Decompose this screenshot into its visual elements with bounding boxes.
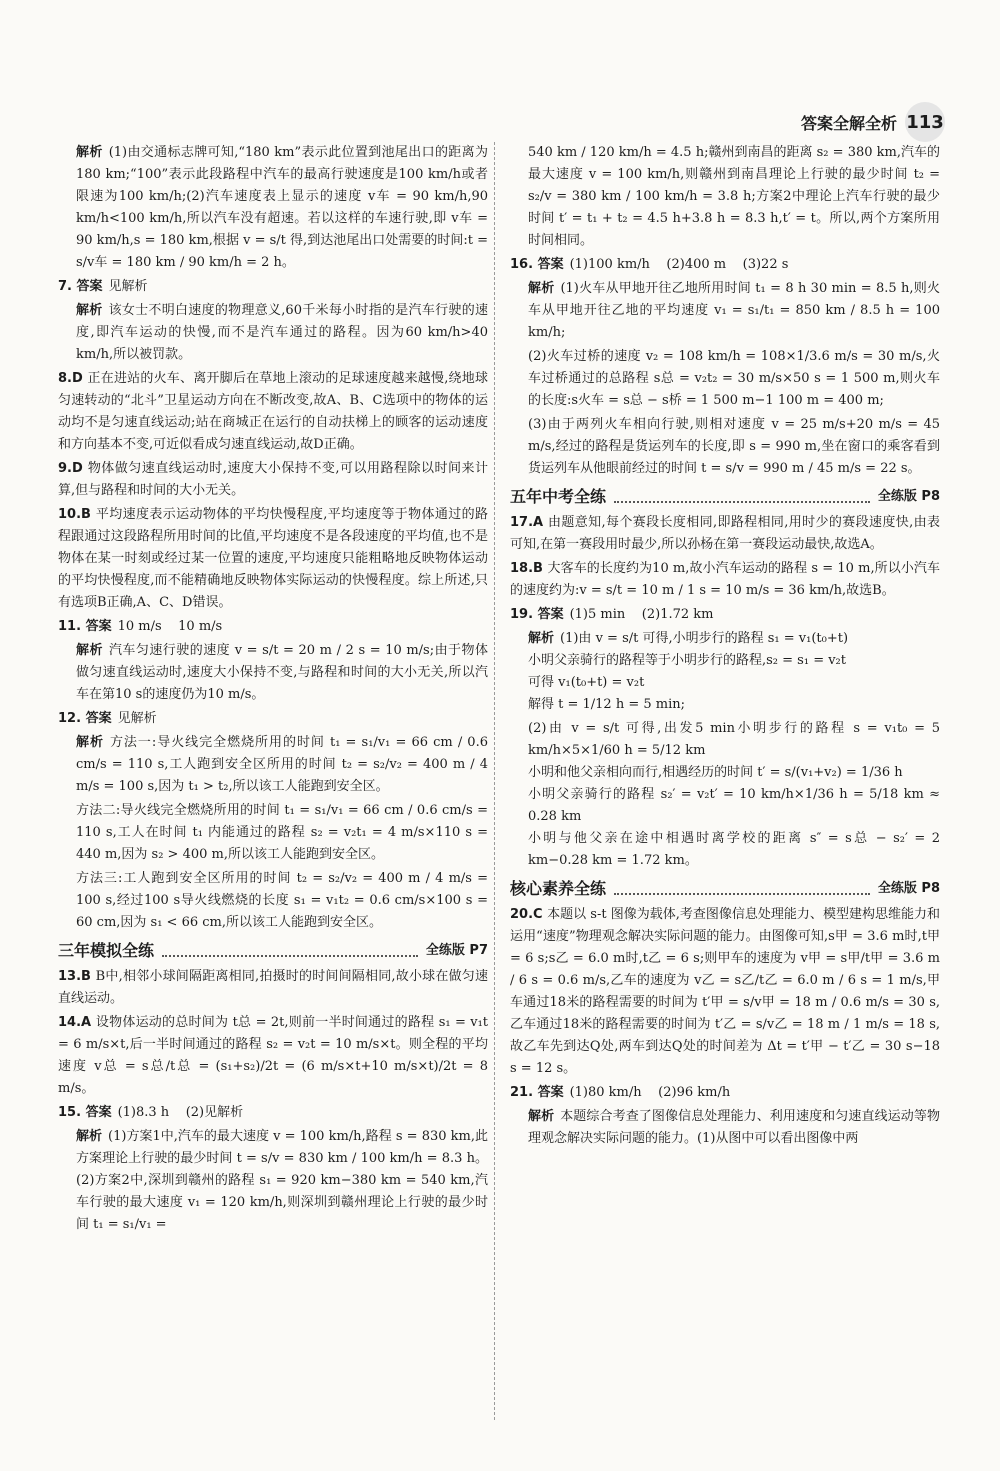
entry-label: 答案: [85, 711, 112, 726]
left-column: [58, 142, 493, 1238]
entry-text: (1)5 min (2)1.72 km: [569, 607, 714, 622]
entry-text: (1)100 km/h (2)400 m (3)22 s: [569, 257, 789, 272]
answer-entry: [510, 904, 945, 1080]
dotted-leader: [614, 491, 870, 503]
dotted-leader: [614, 883, 870, 895]
question-number: 9.D: [58, 461, 88, 476]
entry-label: 答案: [85, 619, 112, 634]
answer-entry: [58, 616, 488, 638]
entry-label: 解析: [76, 303, 103, 318]
entry-label: 解析: [528, 631, 555, 646]
question-number: 20.C: [510, 907, 548, 922]
entry-text: (1)由交通标志牌可知,“180 km”表示此位置到池尾出口的距离为180 km;“100”表示此段路程中汽车的最高行驶速度是100 km/h或者限速为100 km/h;(2)汽车速度表上显示的速度 v车 = 90 km/h,90 km/h<100 km/h,所以汽车没有超速。若以这样的车速行驶,即 v车 = 90 km/h,s = 180 km,根据 v = s/t 得,到达池尾出口处需要的时间:t = s/v车 = 180 km / 90 km/h = 2 h。: [76, 145, 493, 270]
question-number: 12.: [58, 711, 86, 726]
entry-label: 解析: [76, 145, 103, 160]
entry-text: 物体做匀速直线运动时,速度大小保持不变,可以用路程除以时间来计算,但与路程和时间的大小无关。: [58, 461, 489, 498]
answer-entry: [58, 1126, 488, 1236]
answer-entry: [58, 800, 493, 866]
entry-label: 解析: [76, 735, 104, 750]
entry-text: 该女士不明白速度的物理意义,60千米每小时指的是汽车行驶的速度,即汽车运动的快慢,而不是汽车通过的路程。因为60 km/h>40 km/h,所以被罚款。: [76, 303, 493, 362]
right-column: [510, 142, 945, 1152]
section-page-ref: 全练版 P8: [877, 881, 940, 896]
question-number: 18.B: [510, 561, 548, 576]
answer-entry: [510, 254, 940, 276]
answer-entry: [58, 300, 493, 366]
entry-label: 答案: [537, 607, 564, 622]
entry-text: 见解析: [117, 711, 157, 726]
entry-text: (1)方案1中,汽车的最大速度 v = 100 km/h,路程 s = 830 km,此方案理论上行驶的最少时间 t = s/v = 830 km / 100 km/h = 8.3 h。(2)方案2中,深圳到赣州的路程 s₁ = 920 km−380 km = 540 km,汽车行驶的最大速度 v₁ = 120 km/h,则深圳到赣州理论上行驶的最少时间 t₁ = s₁/v₁ =: [76, 1129, 488, 1232]
section-heading: [58, 940, 488, 962]
answer-entry: [510, 278, 945, 344]
entry-text: 正在进站的火车、离开脚后在草地上滚动的足球速度越来越慢,绕地球匀速转动的“北斗”卫星运动方向在不断改变,故A、B、C选项中的物体的运动均不是匀速直线运动;站在商城正在运行的自动扶梯上的顾客的运动速度和方向基本不变,可近似看成匀速直线运动,故D正确。: [58, 371, 488, 452]
entry-text: (3)由于两列火车相向行驶,则相对速度 v = 25 m/s+20 m/s = 45 m/s,经过的路程是货运列车的长度,即 s = 990 m,坐在窗口的乘客看到货运列车从他眼前经过的时间 t = s/v = 990 m / 45 m/s = 22 s。: [528, 417, 945, 476]
entry-text: 本题以 s-t 图像为载体,考查图像信息处理能力、模型建构思维能力和运用“速度”物理观念解决实际问题的能力。由图像可知,s甲 = 3.6 m时,t甲 = 6 s;s乙 = 6.0 m时,t乙 = 6 s;则甲车的速度为 v甲 = s甲/t甲 = 3.6 m / 6 s = 0.6 m/s,乙车的速度为 v乙 = s乙/t乙 = 6.0 m / 6 s = 1 m/s,甲车通过18米的路程需要的时间为 t′甲 = s/v甲 = 18 m / 0.6 m/s = 30 s,乙车通过18米的路程需要的时间为 t′乙 = s/v乙 = 18 m / 1 m/s = 18 s,故乙车先到达Q处,两车到达Q处的时间差为 Δt = t′甲 − t′乙 = 30 s−18 s = 12 s。: [510, 907, 945, 1076]
answer-entry: [58, 504, 488, 614]
answer-entry: [510, 142, 945, 252]
column-divider: [494, 142, 495, 1420]
section-page-ref: 全练版 P8: [877, 489, 940, 504]
entry-text: B中,相邻小球间隔距离相同,拍摄时的时间间隔相同,故小球在做匀速直线运动。: [58, 969, 488, 1006]
section-title: 三年模拟全练: [58, 941, 155, 960]
section-title: 五年中考全练: [510, 487, 607, 506]
entry-text: 由题意知,每个赛段长度相同,即路程相同,用时少的赛段速度快,由表可知,在第一赛段用时最少,所以孙杨在第一赛段运动最快,故选A。: [510, 515, 941, 552]
entry-text: 方法二:导火线完全燃烧所用的时间 t₁ = s₁/v₁ = 66 cm / 0.6 cm/s = 110 s,工人在时间 t₁ 内能通过的路程 s₂ = v₂t₁ = 4 m/s×110 s = 440 m,因为 s₂ > 400 m,所以该工人能跑到安全区。: [76, 803, 493, 862]
answer-entry: [58, 732, 493, 798]
entry-label: 解析: [76, 643, 103, 658]
question-number: 21.: [510, 1085, 538, 1100]
answer-entry: [58, 276, 488, 298]
question-number: 19.: [510, 607, 538, 622]
entry-text: (1)8.3 h (2)见解析: [117, 1105, 244, 1120]
question-number: 14.A: [58, 1015, 96, 1030]
answer-entry: [58, 868, 493, 934]
entry-text: 540 km / 120 km/h = 4.5 h;赣州到南昌的距离 s₂ = 380 km,汽车的最大速度 v = 100 km/h,则赣州到南昌理论上行驶的最少时间 t₂ = s₂/v = 380 km / 100 km/h = 3.8 h;方案2中理论上汽车行驶的最少时间 t′ = t₁ + t₂ = 4.5 h+3.8 h = 8.3 h,t′ = t。所以,两个方案所用时间相同。: [528, 145, 945, 248]
answer-entry: [510, 604, 940, 626]
question-number: 15.: [58, 1105, 86, 1120]
answer-entry: [510, 718, 940, 872]
entry-text: 方法一:导火线完全燃烧所用的时间 t₁ = s₁/v₁ = 66 cm / 0.6 cm/s = 110 s,工人跑到安全区所用的时间 t₂ = s₂/v₂ = 400 m / 4 m/s = 100 s,因为 t₁ > t₂,所以该工人能跑到安全区。: [76, 735, 493, 794]
entry-text: (2)由 v = s/t 可得,出发5 min小明步行的路程 s = v₁t₀ = 5 km/h×5×1/60 h = 5/12 km 小明和他父亲相向而行,相遇经历的时间 t′ = s/(v₁+v₂) = 1/36 h 小明父亲骑行的路程 s₂′ = v₂t′ = 10 km/h×1/36 h = 5/18 km ≈ 0.28 km 小明与他父亲在途中相遇时离学校的距离 s″ = s总 − s₂′ = 2 km−0.28 km = 1.72 km。: [528, 721, 940, 868]
question-number: 11.: [58, 619, 86, 634]
answer-entry: [58, 458, 488, 502]
entry-label: 解析: [528, 1109, 555, 1124]
entry-label: 答案: [76, 279, 103, 294]
entry-label: 答案: [537, 257, 564, 272]
entry-text: 设物体运动的总时间为 t总 = 2t,则前一半时间通过的路程 s₁ = v₁t = 6 m/s×t,后一半时间通过的路程 s₂ = v₂t = 10 m/s×t。则全程的平均速度 v总 = s总/t总 = (s₁+s₂)/2t = (6 m/s×t+10 m/s×t)/2t = 8 m/s。: [58, 1015, 493, 1096]
header-title: 答案全解全析: [800, 113, 897, 133]
section-heading: [510, 486, 940, 508]
answer-entry: [58, 368, 488, 456]
entry-text: 本题综合考查了图像信息处理能力、利用速度和匀速直线运动等物理观念解决实际问题的能力。(1)从图中可以看出图像中两: [528, 1109, 940, 1146]
question-number: 7.: [58, 279, 77, 294]
entry-label: 答案: [537, 1085, 564, 1100]
answer-entry: [58, 1012, 493, 1100]
section-page-ref: 全练版 P7: [425, 943, 488, 958]
entry-text: 平均速度表示运动物体的平均快慢程度,平均速度等于物体通过的路程跟通过这段路程所用时间的比值,平均速度不是各段速度的平均值,也不是物体在某一时刻或经过某一位置的速度,平均速度只能粗略地反映物体运动的平均快慢程度,而不能精确地反映物体实际运动的快慢程度。综上所述,只有选项B正确,A、C、D错误。: [58, 507, 488, 610]
answer-entry: [510, 346, 940, 412]
entry-text: 汽车匀速行驶的速度 v = s/t = 20 m / 2 s = 10 m/s;由于物体做匀速直线运动时,速度大小保持不变,与路程和时间的大小无关,所以汽车在第10 s的速度仍为10 m/s。: [76, 643, 488, 702]
answer-entry: [58, 708, 488, 730]
entry-label: 答案: [85, 1105, 112, 1120]
section-heading: [510, 878, 940, 900]
page-number: 113: [905, 102, 945, 142]
entry-text: (1)80 km/h (2)96 km/h: [569, 1085, 731, 1100]
page-header: [801, 102, 945, 142]
answer-entry: [510, 512, 940, 556]
question-number: 17.A: [510, 515, 548, 530]
entry-text: 见解析: [108, 279, 148, 294]
entry-text: 方法三:工人跑到安全区所用的时间 t₂ = s₂/v₂ = 400 m / 4 m/s = 100 s,经过100 s导火线燃烧的长度 s₁ = v₁t₂ = 0.6 cm/s×100 s = 60 cm,因为 s₁ < 66 cm,所以该工人能跑到安全区。: [76, 871, 493, 930]
answer-entry: [58, 142, 493, 274]
entry-label: 解析: [528, 281, 555, 296]
question-number: 10.B: [58, 507, 96, 522]
question-number: 8.D: [58, 371, 88, 386]
question-number: 16.: [510, 257, 538, 272]
answer-entry: [58, 640, 488, 706]
answer-entry: [510, 1106, 940, 1150]
question-number: 13.B: [58, 969, 96, 984]
entry-text: (1)火车从甲地开往乙地所用时间 t₁ = 8 h 30 min = 8.5 h,则火车从甲地开往乙地的平均速度 v₁ = s₁/t₁ = 850 km / 8.5 h = 100 km/h;: [528, 281, 945, 340]
entry-label: 解析: [76, 1129, 103, 1144]
section-title: 核心素养全练: [510, 879, 607, 898]
dotted-leader: [162, 945, 418, 957]
answer-entry: [510, 1082, 940, 1104]
answer-entry: [58, 1102, 488, 1124]
entry-text: (1)由 v = s/t 可得,小明步行的路程 s₁ = v₁(t₀+t) 小明父亲骑行的路程等于小明步行的路程,s₂ = s₁ = v₂t 可得 v₁(t₀+t) = v₂t 解得 t = 1/12 h = 5 min;: [528, 631, 849, 712]
entry-text: 大客车的长度约为10 m,故小汽车运动的路程 s = 10 m,所以小汽车的速度约为:v = s/t = 10 m / 1 s = 10 m/s = 36 km/h,故选B。: [510, 561, 940, 598]
answer-entry: [58, 966, 488, 1010]
answer-entry: [510, 628, 940, 716]
entry-text: 10 m/s 10 m/s: [117, 619, 223, 634]
answer-entry: [510, 558, 940, 602]
entry-text: (2)火车过桥的速度 v₂ = 108 km/h = 108×1/3.6 m/s = 30 m/s,火车过桥通过的总路程 s总 = v₂t₂ = 30 m/s×50 s = 1 500 m,则火车的长度:s火车 = s总 − s桥 = 1 500 m−1 100 m = 400 m;: [528, 349, 940, 408]
answer-entry: [510, 414, 945, 480]
